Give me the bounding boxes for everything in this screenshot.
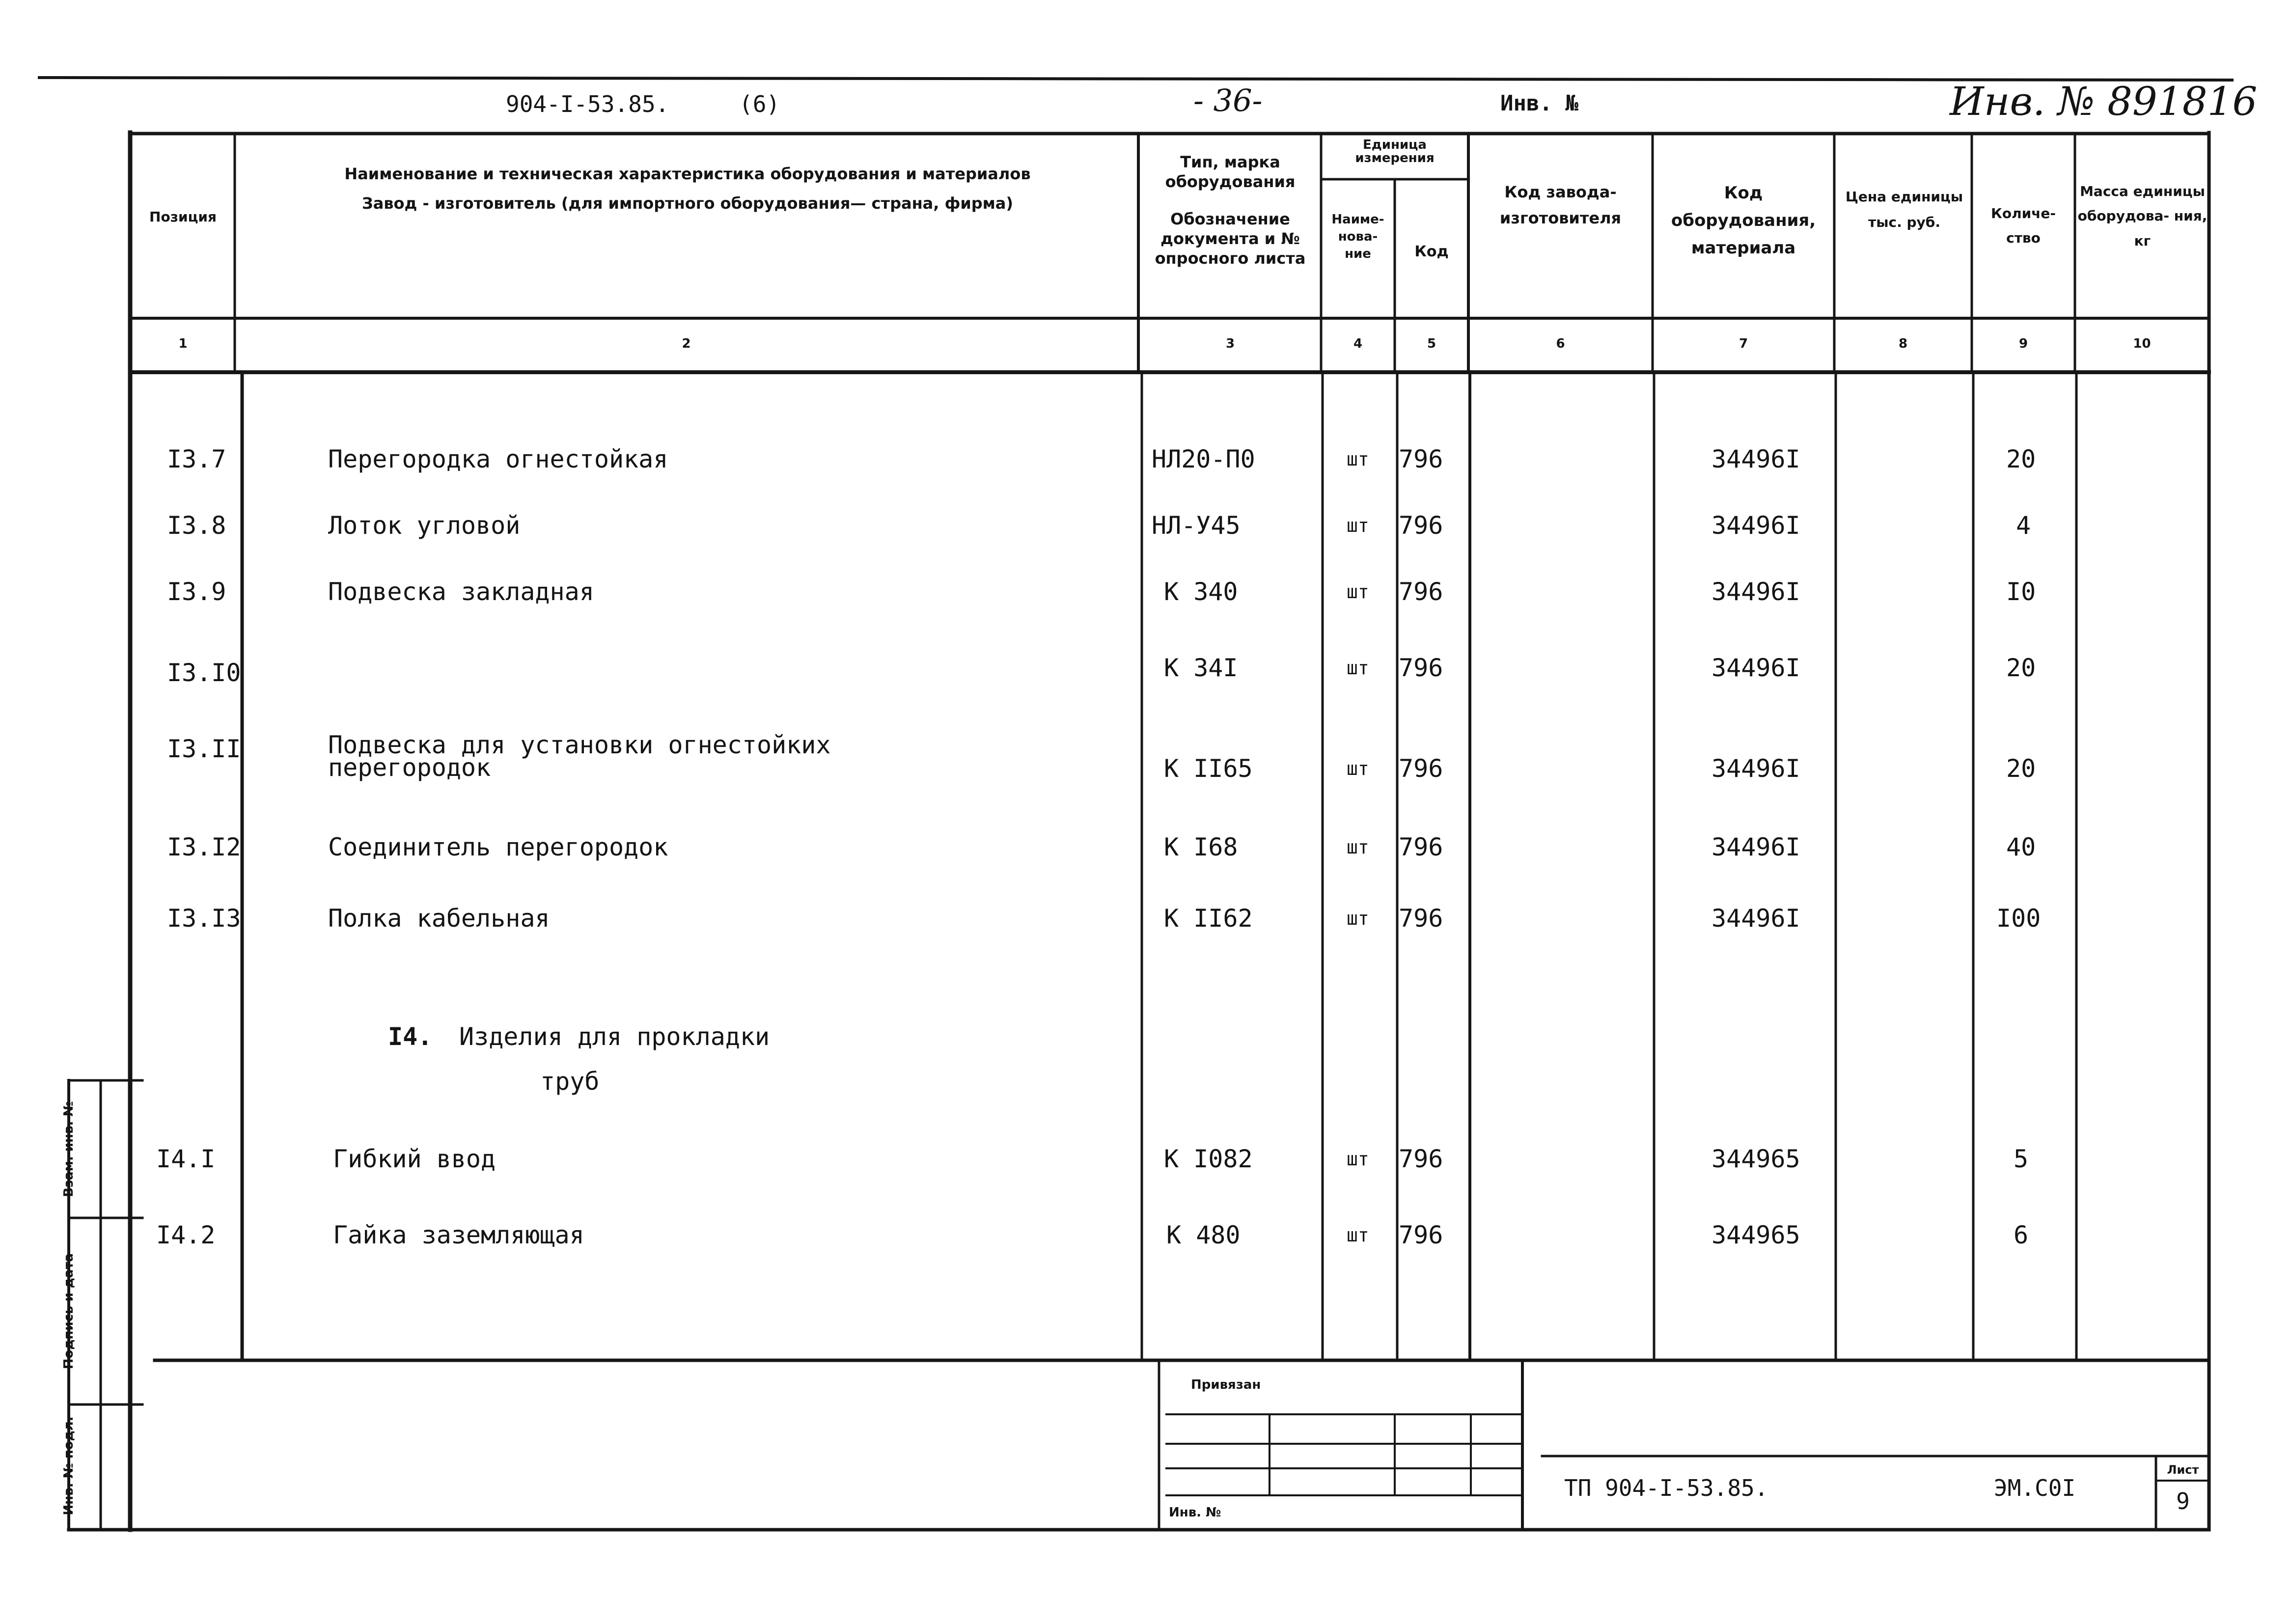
cell-type: К 340 (1164, 578, 1238, 606)
cell-position: I3.8 (167, 511, 226, 540)
cell-unit-code: 796 (1399, 833, 1443, 861)
cell-material-code: 34496I (1711, 578, 1800, 606)
col-header-unit-name: Наиме- нова- ние (1331, 212, 1384, 262)
side-stamp-replace-inv: Взам. инв. № (61, 1101, 76, 1197)
col-header-unit-code: Код (1414, 243, 1449, 260)
col-header-type: Тип, марка оборудования Обозначение документа и № опросного листа (1155, 153, 1306, 268)
cell-quantity: 4 (2016, 511, 2031, 540)
cell-position: I3.I2 (167, 833, 241, 861)
cell-unit: шт (1347, 448, 1369, 470)
side-stamp-orig-inv: Инв. № подл. (61, 1416, 76, 1515)
stamp-attached-label: Привязан (1191, 1377, 1261, 1392)
cell-position: I3.9 (167, 578, 226, 606)
stamp-sheet-label: Лист (2167, 1463, 2199, 1477)
cell-material-code: 34496I (1711, 754, 1800, 783)
inv-handwritten: Инв. № 891816 (1950, 79, 2258, 124)
cell-quantity: 5 (2014, 1145, 2029, 1173)
col-header-price: Цена единицы тыс. руб. (1845, 189, 1963, 230)
cell-unit-code: 796 (1399, 1221, 1443, 1249)
cell-unit: шт (1347, 758, 1369, 779)
cell-material-code: 344965 (1711, 1221, 1800, 1249)
album-number: (6) (739, 91, 780, 117)
cell-position: I4.I (156, 1145, 216, 1173)
cell-quantity: 20 (2006, 754, 2036, 783)
cell-name: Полка кабельная (328, 904, 550, 933)
cell-unit: шт (1347, 581, 1369, 603)
table-row (0, 496, 2291, 555)
table-row (0, 818, 2291, 877)
cell-quantity: 20 (2006, 445, 2036, 473)
cell-unit: шт (1347, 836, 1369, 858)
col-header-name: Наименование и техническая характеристика оборудования и материалов Завод - изготовитель (для импортного оборудования— страна, фирма) (344, 165, 1031, 213)
cell-unit: шт (1347, 1224, 1369, 1246)
section-title-line2: труб (540, 1067, 600, 1096)
cell-material-code: 344965 (1711, 1145, 1800, 1173)
cell-quantity: I0 (2006, 578, 2036, 606)
cell-name: Лоток угловой (328, 511, 521, 540)
cell-type: К 34I (1164, 654, 1238, 682)
col-num-8: 8 (1898, 336, 1908, 351)
page-number: - 36- (1193, 83, 1263, 118)
cell-quantity: 40 (2006, 833, 2036, 861)
cell-type: К II65 (1164, 754, 1253, 783)
col-num-9: 9 (2018, 336, 2028, 351)
cell-type: К 480 (1166, 1221, 1241, 1249)
section-number: I4. (388, 1022, 433, 1051)
cell-type: К I68 (1164, 833, 1238, 861)
section-title-line1: Изделия для прокладки (459, 1022, 770, 1051)
cell-material-code: 34496I (1711, 833, 1800, 861)
stamp-inv-label: Инв. № (1169, 1505, 1221, 1520)
cell-material-code: 34496I (1711, 904, 1800, 933)
table-row (0, 638, 2291, 697)
cell-quantity: 20 (2006, 654, 2036, 682)
col-num-6: 6 (1556, 336, 1565, 351)
col-header-material-code: Код оборудования, материала (1671, 183, 1816, 258)
col-num-2: 2 (682, 336, 691, 351)
col-header-quantity: Количе- ство (1990, 205, 2056, 247)
cell-name-continued: перегородок (328, 753, 491, 782)
col-header-position: Позиция (149, 209, 217, 225)
stamp-doc-code: ТП 904-I-53.85. (1564, 1475, 1768, 1501)
table-row (0, 562, 2291, 621)
cell-material-code: 34496I (1711, 654, 1800, 682)
table-row (0, 1129, 2291, 1188)
cell-type: К II62 (1164, 904, 1253, 933)
cell-unit: шт (1347, 1148, 1369, 1170)
cell-unit-code: 796 (1399, 511, 1443, 540)
cell-position: I4.2 (156, 1221, 216, 1249)
cell-type: К I082 (1164, 1145, 1253, 1173)
cell-name: Подвеска закладная (328, 578, 594, 606)
col-num-10: 10 (2133, 336, 2151, 351)
cell-unit-code: 796 (1399, 654, 1443, 682)
col-header-factory-code: Код завода- изготовителя (1499, 183, 1622, 227)
cell-material-code: 34496I (1711, 445, 1800, 473)
cell-position: I3.II (167, 735, 241, 763)
cell-unit-code: 796 (1399, 1145, 1443, 1173)
cell-name: Соединитель перегородок (328, 833, 668, 861)
col-header-mass: Масса единицы оборудова- ния, кг (2077, 183, 2208, 249)
cell-unit-code: 796 (1399, 754, 1443, 783)
stamp-mark: ЭМ.С0I (1994, 1475, 2076, 1501)
cell-position: I3.I0 (167, 659, 241, 687)
cell-unit: шт (1347, 657, 1369, 679)
cell-position: I3.7 (167, 445, 226, 473)
cell-type: НЛ20-П0 (1152, 445, 1255, 473)
cell-quantity: 6 (2014, 1221, 2029, 1249)
col-num-5: 5 (1427, 336, 1436, 351)
cell-unit-code: 796 (1399, 904, 1443, 933)
cell-unit: шт (1347, 515, 1369, 536)
col-num-4: 4 (1353, 336, 1363, 351)
col-num-3: 3 (1225, 336, 1235, 351)
side-stamp-sign-date: Подпись и дата (61, 1253, 76, 1370)
table-row (0, 731, 2291, 798)
col-num-7: 7 (1739, 336, 1748, 351)
cell-unit-code: 796 (1399, 445, 1443, 473)
cell-unit-code: 796 (1399, 578, 1443, 606)
col-num-1: 1 (178, 336, 188, 351)
table-row (0, 889, 2291, 948)
cell-name: Перегородка огнестойкая (328, 445, 668, 473)
cell-name: Подвеска для установки огнестойких (328, 731, 831, 759)
cell-type: НЛ-У45 (1152, 511, 1241, 540)
inv-label: Инв. № (1500, 91, 1578, 116)
cell-material-code: 34496I (1711, 511, 1800, 540)
table-row (0, 1206, 2291, 1265)
cell-name: Гибкий ввод (333, 1145, 496, 1173)
project-code: 904-I-53.85. (506, 91, 669, 117)
cell-position: I3.I3 (167, 904, 241, 933)
stamp-sheet-number: 9 (2176, 1488, 2190, 1514)
col-header-unit-group: Единица измерения (1355, 138, 1435, 166)
cell-name: Гайка заземляющая (333, 1221, 584, 1249)
cell-quantity: I00 (1996, 904, 2041, 933)
table-row (0, 430, 2291, 489)
cell-unit: шт (1347, 908, 1369, 929)
